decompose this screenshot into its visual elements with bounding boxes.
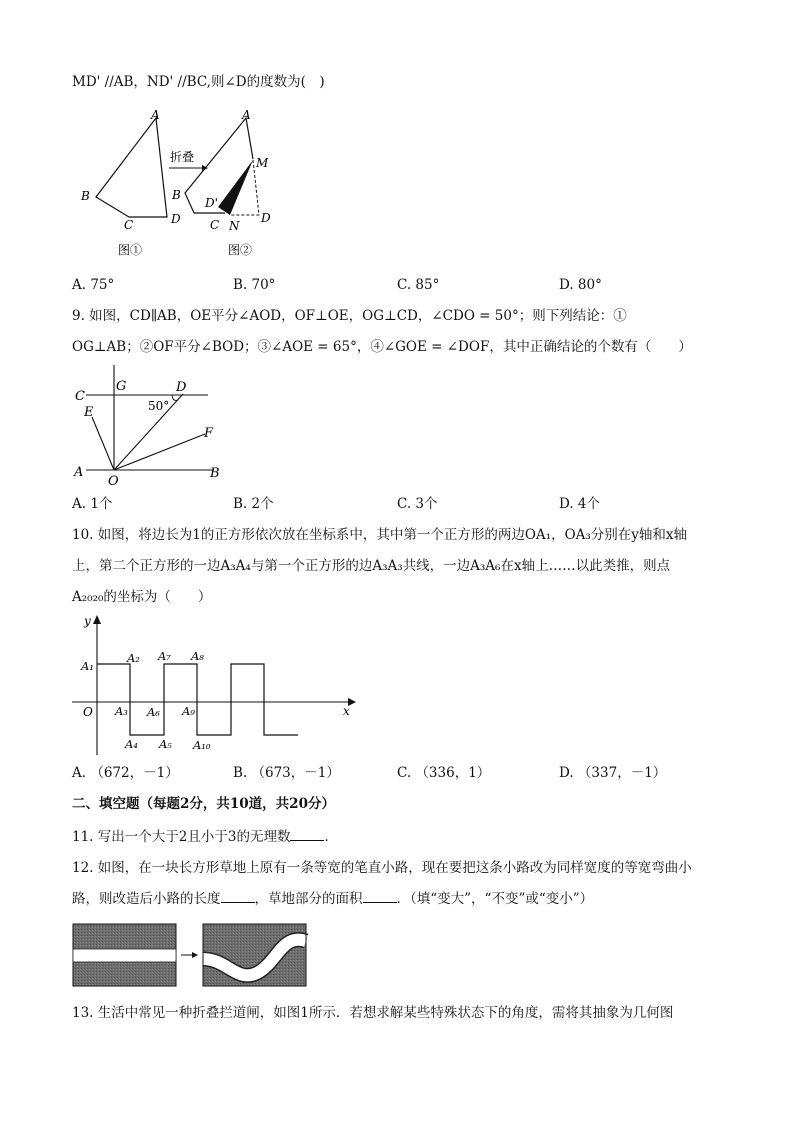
q8-label-A2: A xyxy=(242,108,251,122)
q12-line-1: 12. 如图，在一块长方形草地上原有一条等宽的笔直小路，现在要把这条小路改为同样宽度的等宽弯曲小 xyxy=(72,860,692,876)
q8-text: MD' //AB，ND' //BC,则∠D的度数为( ) xyxy=(72,74,325,90)
q10-line-3: A₂₀₂₀的坐标为（ ） xyxy=(72,589,212,605)
q9-angle-arc xyxy=(172,395,178,400)
q10-axis-y-label: y xyxy=(84,614,91,628)
q10-label-a3: A₃ xyxy=(115,704,128,718)
q8-label-D2: D xyxy=(261,211,271,225)
q9-label-F: F xyxy=(204,426,214,441)
q8-option-d: D. 80° xyxy=(559,277,602,293)
q11-end: ． xyxy=(324,829,338,845)
q10-label-a4: A₄ xyxy=(125,737,138,751)
q9-line-2: OG⊥AB；②OF平分∠BOD；③∠AOE = 65°，④∠GOE = ∠DOF，其中正确结论的个数有（ ） xyxy=(72,339,692,355)
q10-y-arrow xyxy=(93,615,101,624)
q10-option-a: A. （672，－1） xyxy=(72,765,179,781)
q10-option-b: B. （673，－1） xyxy=(233,765,340,781)
q8-label-B1: B xyxy=(81,189,90,203)
q10-option-d: D. （337，－1） xyxy=(559,765,667,781)
q8-label-D1: D xyxy=(171,212,181,226)
q8-fig1-quadrilateral xyxy=(96,118,167,217)
q9-line-1: 9. 如图，CD∥AB，OE平分∠AOD，OF⊥OE，OG⊥CD，∠CDO = 50°；则下列结论：① xyxy=(72,308,627,324)
q8-label-D-prime2: D' xyxy=(205,196,218,210)
q10-option-c: C. （336，1） xyxy=(397,765,491,781)
q8-fig2-folded-triangle xyxy=(218,160,253,215)
q11-line xyxy=(72,828,338,846)
q8-fig2-outline xyxy=(185,118,253,213)
q9-ray-of xyxy=(114,434,205,470)
q12-text-c: ．（填“变大”，“不变”或“变小”） xyxy=(396,891,594,907)
q11-text: 11. 写出一个大于2且小于3的无理数 xyxy=(72,829,291,845)
q8-fold-label: 折叠 xyxy=(170,150,195,164)
q8-label-C2: C xyxy=(210,218,220,232)
q11-answer-blank[interactable] xyxy=(290,828,324,841)
q8-option-b: B. 70° xyxy=(233,277,276,293)
q12-text-b: ，草地部分的面积 xyxy=(254,891,363,907)
q8-fig1-caption: 图① xyxy=(118,243,143,257)
q8-figure xyxy=(72,105,292,260)
q12-arrow-head xyxy=(192,952,198,958)
q10-square-wave xyxy=(97,664,298,735)
q10-label-a9: A₉ xyxy=(182,704,195,718)
q12-answer-blank-1[interactable] xyxy=(221,890,255,903)
q8-fig2-caption: 图② xyxy=(228,243,253,257)
q10-label-a5: A₅ xyxy=(159,737,172,751)
q10-label-a6: A₆ xyxy=(147,705,160,719)
q8-label-N2: N xyxy=(229,219,240,233)
q9-label-B: B xyxy=(210,466,220,481)
q9-label-O: O xyxy=(108,474,119,487)
q10-label-a2: A₂ xyxy=(127,651,140,665)
q9-angle-label: 50° xyxy=(148,399,170,413)
q9-label-C: C xyxy=(75,389,85,404)
q9-label-D: D xyxy=(176,380,187,395)
q8-label-A1: A xyxy=(151,108,160,122)
q8-option-a: A. 75° xyxy=(72,277,115,293)
q12-text-a: 路，则改造后小路的长度 xyxy=(72,891,221,907)
q10-figure xyxy=(72,610,362,760)
q10-origin-label: O xyxy=(83,705,93,719)
q9-label-A: A xyxy=(74,465,84,480)
q10-label-a7: A₇ xyxy=(158,649,171,663)
q9-label-E: E xyxy=(84,405,94,420)
q8-label-C1: C xyxy=(124,218,134,232)
q12-figure xyxy=(72,923,310,989)
section-2-heading: 二、填空题（每题2分，共10道，共20分） xyxy=(72,796,335,812)
q9-label-G: G xyxy=(116,379,127,394)
q10-axis-x-label: x xyxy=(343,704,350,718)
q8-option-c: C. 85° xyxy=(397,277,440,293)
q12-straight-path xyxy=(73,949,176,962)
q10-line-2: 上，第二个正方形的一边A₃A₄与第一个正方形的边A₃A₃共线，一边A₃A₆在x轴上……以此类推，则点 xyxy=(72,558,671,574)
q10-line-1: 10. 如图，将边长为1的正方形依次放在坐标系中，其中第一个正方形的两边OA₁，OA₃分别在y轴和x轴 xyxy=(72,527,688,543)
q13-line-1: 13. 生活中常见一种折叠拦道闸，如图1所示．若想求解某些特殊状态下的角度，需将其抽象为几何图 xyxy=(72,1005,674,1021)
q8-label-M2: M xyxy=(256,156,269,170)
q8-label-B2: B xyxy=(172,188,181,202)
q9-ray-oe xyxy=(92,417,114,470)
q10-label-a1: A₁ xyxy=(81,659,94,673)
q9-option-b: B. 2个 xyxy=(233,496,274,512)
q9-option-a: A. 1个 xyxy=(72,496,113,512)
q10-label-a10: A₁₀ xyxy=(193,738,211,752)
q9-option-c: C. 3个 xyxy=(397,496,438,512)
q12-line-2 xyxy=(72,890,593,908)
q12-answer-blank-2[interactable] xyxy=(363,890,397,903)
q9-figure xyxy=(72,365,232,487)
q9-option-d: D. 4个 xyxy=(559,496,601,512)
q10-label-a8: A₈ xyxy=(191,649,204,663)
